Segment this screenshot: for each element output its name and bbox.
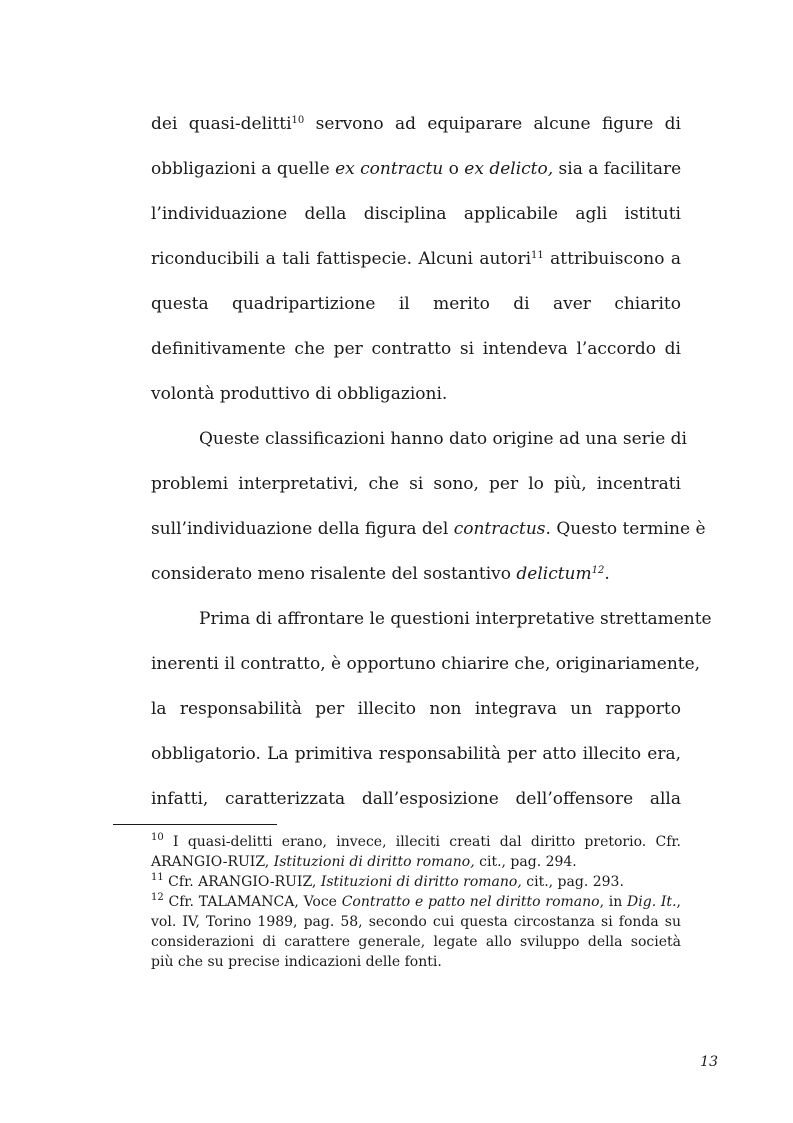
body-line: definitivamente che per contratto si intendeva l’accordo di xyxy=(151,339,681,359)
footnote-12-cont: considerazioni di carattere generale, legate allo sviluppo della società xyxy=(151,934,681,950)
footnote-10: $^{10}$ I quasi-delitti erano, invece, illeciti creati dal diritto pretorio. Cfr. xyxy=(151,832,681,850)
body-line: inerenti il contratto, è opportuno chiarire che, originariamente, xyxy=(151,654,701,674)
footnote-12-cont: più che su precise indicazioni delle fonti. xyxy=(151,954,442,970)
footnote-10-cont: ARANGIO-RUIZ, Istituzioni di diritto romano, cit., pag. 294. xyxy=(151,854,577,870)
body-line: dei quasi-delitti$^{10}$ servono ad equiparare alcune figure di xyxy=(151,114,681,134)
body-line: infatti, caratterizzata dall’esposizione dell’offensore alla xyxy=(151,789,681,809)
body-line: obbligatorio. La primitiva responsabilità per atto illecito era, xyxy=(151,744,681,764)
body-line: problemi interpretativi, che si sono, per lo più, incentrati xyxy=(151,474,681,494)
body-line: questa quadripartizione il merito di aver chiarito xyxy=(151,294,681,314)
footnote-ref: 12 xyxy=(591,565,605,576)
body-line: riconducibili a tali fattispecie. Alcuni autori$^{11}$ attribuiscono a xyxy=(151,249,681,269)
footnote-ref: 11 xyxy=(531,250,544,261)
page-number: 13 xyxy=(700,1054,718,1070)
body-line: sull’individuazione della figura del contractus. Questo termine è xyxy=(151,519,706,539)
footnote-11: $^{11}$ Cfr. ARANGIO-RUIZ, Istituzioni di diritto romano, cit., pag. 293. xyxy=(151,872,624,890)
paragraph-start: Queste classificazioni hanno dato origine ad una serie di xyxy=(199,429,687,449)
body-line: l’individuazione della disciplina applicabile agli istituti xyxy=(151,204,681,224)
footnote-12: $^{12}$ Cfr. TALAMANCA, Voce Contratto e patto nel diritto romano, in Dig. It., xyxy=(151,892,681,910)
body-line: la responsabilità per illecito non integrava un rapporto xyxy=(151,699,681,719)
footnote-ref: 10 xyxy=(291,115,305,126)
paragraph-start: Prima di affrontare le questioni interpretative strettamente xyxy=(199,609,712,629)
body-line: considerato meno risalente del sostantivo delictum$^{12}$. xyxy=(151,564,610,584)
footnote-separator xyxy=(113,824,277,825)
body-line: obbligazioni a quelle ex contractu o ex delicto, sia a facilitare xyxy=(151,159,682,179)
body-line: volontà produttivo di obbligazioni. xyxy=(151,384,448,404)
footnote-12-cont: vol. IV, Torino 1989, pag. 58, secondo cui questa circostanza si fonda su xyxy=(151,914,681,930)
